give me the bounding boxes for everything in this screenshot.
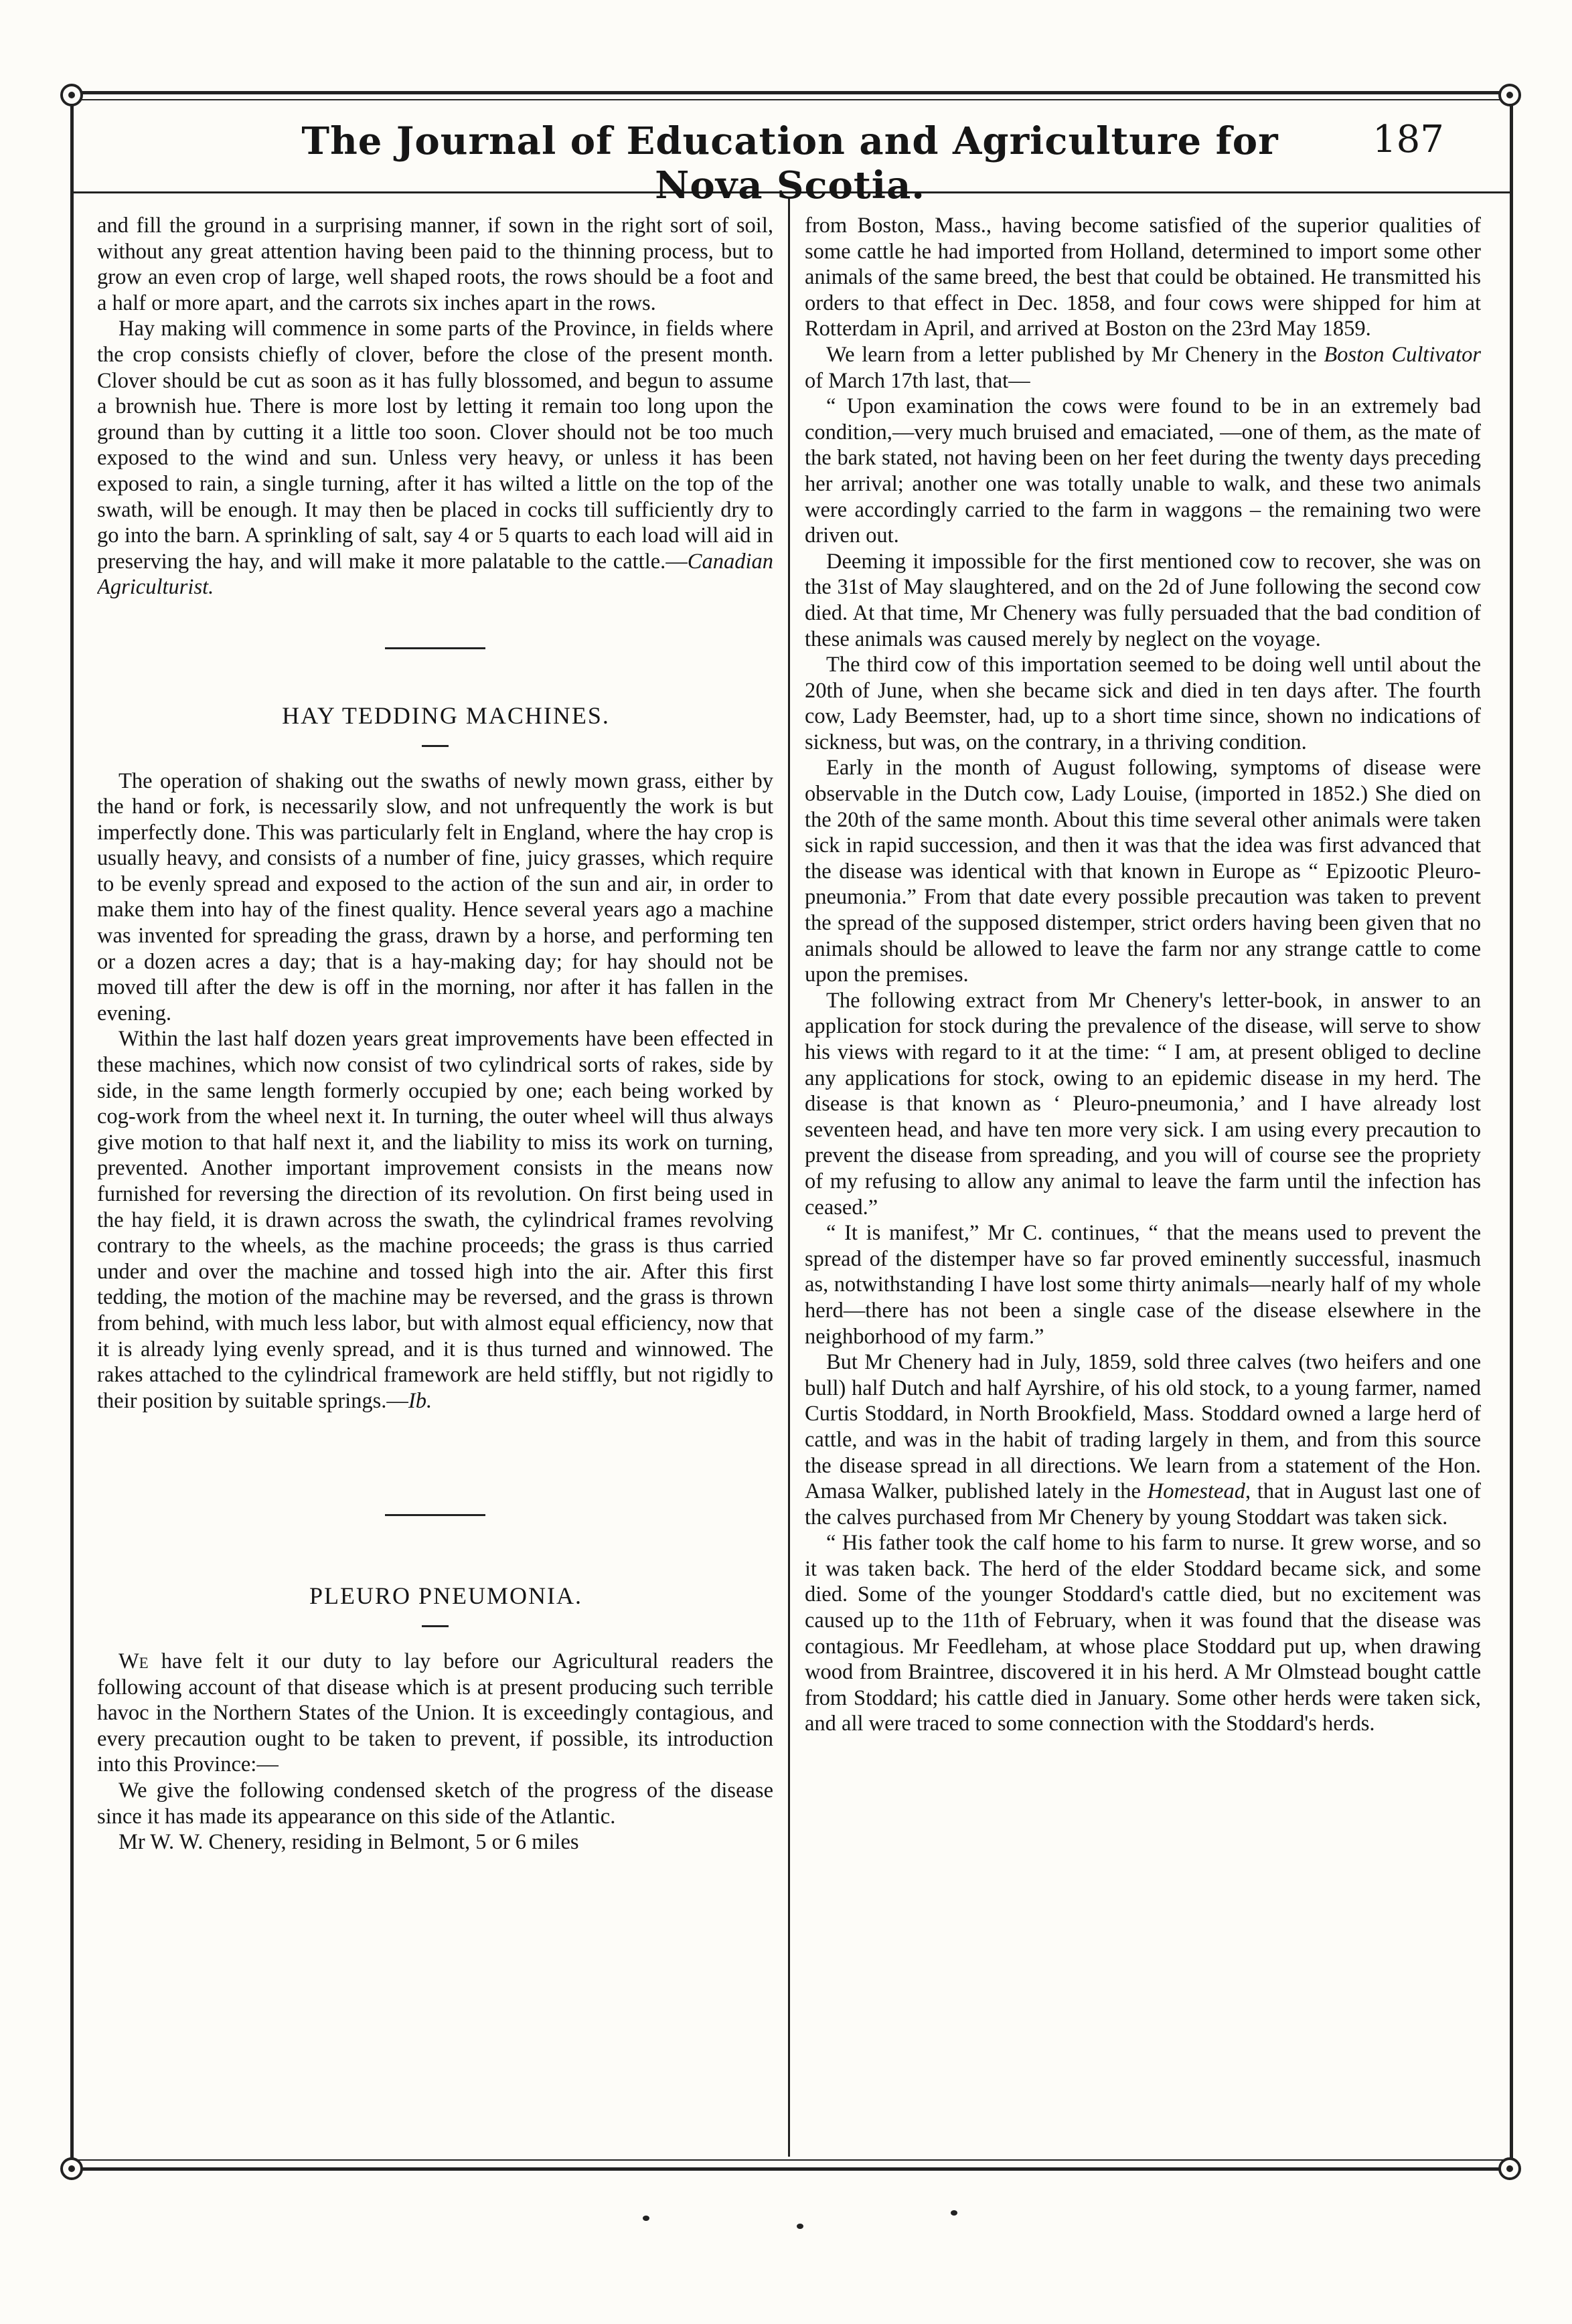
paragraph: “ His father took the calf home to his farm to nurse. It grew worse, and so it was taken back. The herd of the elder Stoddard became sick, and some died. Some of the younger Stoddard's cattle died, but no excitement was caused up to the 11th of February, when it was found that the disease was contagious. Mr Feedleham, at whose place Stoddard put up, when drawing wood from Braintree, discovered it in his herd. A Mr Olmstead bought cattle from Stoddard; his cattle died in January. Some other herds were taken sick, and all were traced to some connection with the Stoddard's herds. <box>805 1531 1481 1736</box>
paragraph-text: We learn from a letter published by Mr Chenery in the <box>826 342 1324 367</box>
bottom-thin-rule <box>70 2159 1510 2161</box>
page-number: 187 <box>1372 118 1444 161</box>
left-column <box>97 213 773 2147</box>
paragraph: and fill the ground in a surprising manner, if sown in the right sort of soil, without any great attention having been paid to the thinning process, but to grow an even crop of large, well shaped roots, the rows should be a foot and a half or more apart, and the carrots six inches apart in the rows. <box>97 214 773 315</box>
paragraph: Early in the month of August following, symptoms of disease were observable in the Dutch cow, Lady Louise, (imported in 1852.) She died on the 20th of the same month. About this time several other animals were taken sick in rapid succession, and then it was that the idea was first advanced that the disease was identical with that known in Europe as “ Epizootic Pleuro-pneumonia.” From that date every possible precaution was taken to prevent the spread of the supposed distemper, strict orders having been given that no animals should be allowed to leave the farm nor any strange cattle to come upon the premises. <box>805 756 1481 987</box>
bottom-double-rule <box>70 2167 1510 2171</box>
paragraph <box>805 1349 1481 1530</box>
paragraph: “ It is manifest,” Mr C. continues, “ that the means used to prevent the spread of the distemper have so far proved eminently successful, inasmuch as, notwithstanding I have lost some thirty animals—nearly half of my whole herd—there has not been a single case of the disease elsewhere in the neighborhood of my farm.” <box>805 1221 1481 1349</box>
corner-ornament-icon <box>60 84 83 106</box>
paragraph-text: But Mr Chenery had in July, 1859, sold three calves (two heifers and one bull) half Dutch and half Ayrshire, of his old stock, to a young farmer, named Curtis Stoddard, in North Brookfield, Mass. Stoddard owned a large herd of cattle, and was in the habit of trading largely in them, and from this source the disease spread in all directions. We learn from a statement of the Hon. Amasa Walker, published lately in the <box>805 1350 1481 1504</box>
paragraph: “ Upon examination the cows were found to be in an extremely bad condition,—very much bruised and emaciated, —one of them, as the mate of the bark stated, not having been on her feet during the twenty days preceding her arrival; another one was totally unable to walk, and these two animals were accordingly carried to the farm in waggons – the remaining two were driven out. <box>805 394 1481 548</box>
paragraph <box>97 1026 773 1414</box>
paragraph: Deeming it impossible for the first mentioned cow to recover, she was on the 31st of May slaughtered, and on the 2d of June following the second cow died. At that time, Mr Chenery was fully persuaded that the bad condition of these animals was caused merely by neglect on the voyage. <box>805 549 1481 651</box>
publication-title: Homestead <box>1147 1479 1245 1504</box>
corner-ornament-icon <box>60 2157 83 2180</box>
right-column <box>805 213 1481 2147</box>
paragraph: The third cow of this importation seemed to be doing well until about the 20th of June, when she became sick and died in ten days after. The fourth cow, Lady Beemster, had, up to a short time since, shown no indications of sickness, but was, on the contrary, in a thriving condition. <box>805 653 1481 754</box>
paragraph <box>805 342 1481 394</box>
paragraph <box>97 1649 773 1778</box>
paragraph: The operation of shaking out the swaths of newly mown grass, either by the hand or fork, is necessarily slow, and not unfrequently the work is but imperfectly done. This was particularly felt in England, where the hay crop is usually heavy, and consists of a number of fine, juicy grasses, which require to be evenly spread and exposed to the action of the sun and air, in order to make them into hay of the finest quality. Hence several years ago a machine was invented for spreading the grass, drawn by a horse, and performing ten or a dozen acres a day; that is a hay-making day; for hay should not be moved till after the dew is off in the morning, nor after it has fallen in the evening. <box>97 768 773 1025</box>
paragraph <box>97 316 773 600</box>
paragraph: from Boston, Mass., having become satisfied of the superior qualities of some cattle he had imported from Holland, determined to import some other animals of the same breed, the best that could be obtained. He transmitted his orders to that effect in Dec. 1858, and four cows were shipped for him at Rotterdam in April, and arrived at Boston on the 23rd May 1859. <box>805 214 1481 341</box>
paragraph-text: , that in August last one of the calves purchased from Mr Chenery by young Stoddart was taken sick. <box>805 1479 1481 1529</box>
source-citation: Ib. <box>408 1388 433 1413</box>
print-speck <box>797 2224 803 2229</box>
paragraph-text: Within the last half dozen years great improvements have been effected in these machines, which now consist of two cylindrical sorts of rakes, side by side, in the same length formerly occupied by one; each being worked by cog-work from the wheel next it. In turning, the outer wheel will thus always give motion to that half next it, and the liability to miss its work on turning, prevented. Another important improvement consists in the means now furnished for reversing the direction of its revolution. On first being used in the hay field, it is drawn across the swath, the cylindrical frames revolving contrary to the wheels, as the machine proceeds; the grass is thus carried under and over the machine and tossed high into the air. After this first tedding, the motion of the machine may be reversed, and the grass is thrown from behind, with much less labor, but with almost equal efficiency, now that it is already lying evenly spread, and it is thus turned and winnowed. The rakes attached to the cylindrical framework are held stiffly, but not rigidly to their position by suitable springs.— <box>97 1027 773 1413</box>
paragraph-text: of March 17th last, that— <box>805 368 1030 393</box>
running-header-title: The Journal of Education and Agriculture for Nova Scotia. <box>301 119 1279 208</box>
paragraph: The following extract from Mr Chenery's letter-book, in answer to an application for stock during the prevalence of the disease, will serve to show his views with regard to it at the time: “ I am, at present obliged to decline any applications for stock, owing to an epidemic disease in my herd. The disease is that known as ‘ Pleuro-pneumonia,’ and I have already lost seventeen head, and have ten more very sick. I am using every precaution to prevent the disease from spreading, and you will of course see the propriety of my refusing to allow any animal to leave the farm until the infection has ceased.” <box>805 988 1481 1220</box>
corner-ornament-icon <box>1498 84 1521 106</box>
drop-cap-word: We <box>119 1649 149 1673</box>
print-marks <box>603 2209 1138 2236</box>
section-heading: HAY TEDDING MACHINES. <box>282 701 610 729</box>
top-thin-rule <box>70 99 1510 100</box>
column-divider <box>788 198 790 2157</box>
paragraph-text: have felt it our duty to lay before our Agricultural readers the following account of that disease which is at present producing such terrible havoc in the Northern States of the Union. It is exceedingly contagious, and every precaution ought to be taken to prevent, if possible, its introduction into this Province:— <box>97 1649 773 1777</box>
paragraph-text: Hay making will commence in some parts of the Province, in fields where the crop consists chiefly of clover, before the close of the present month. Clover should be cut as soon as it has fully blossomed, and begun to assume a brownish hue. There is more lost by letting it remain too long upon the ground than by cutting it a little too soon. Clover should not be too much exposed to the wind and sun. Unless very heavy, or unless it has been exposed to rain, a single turning, after it has wilted a little on the top of the swath, will be enough. It may then be placed in cocks till sufficiently dry to go into the barn. A sprinkling of salt, say 4 or 5 quarts to each load will aid in preserving the hay, and will make it more palatable to the cattle.— <box>97 317 773 574</box>
corner-ornament-icon <box>1498 2157 1521 2180</box>
print-speck <box>643 2216 649 2221</box>
print-speck <box>951 2210 957 2216</box>
publication-title: Boston Cultivator <box>1324 342 1481 367</box>
section-heading: PLEURO PNEUMONIA. <box>309 1582 582 1610</box>
paragraph: We give the following condensed sketch of the progress of the disease since it has made its appearance on this side of the Atlantic. <box>97 1778 773 1829</box>
top-double-rule <box>70 91 1510 94</box>
paragraph: Mr W. W. Chenery, residing in Belmont, 5 or 6 miles <box>119 1830 579 1855</box>
source-citation: Canadian Agriculturist. <box>97 549 773 600</box>
